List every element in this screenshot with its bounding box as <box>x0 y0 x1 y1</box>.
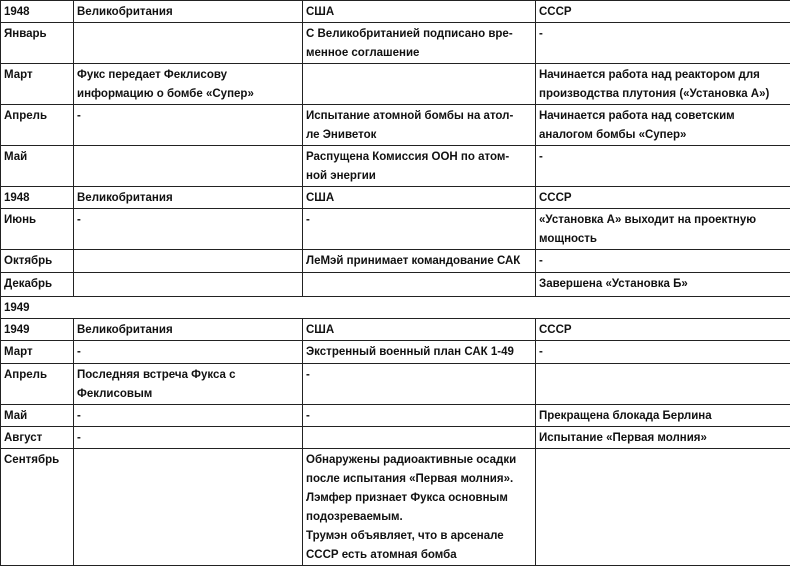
usa-cell <box>303 427 536 449</box>
usa-cell: Испытание атомной бомбы на атол- ле Эниветок <box>303 105 536 146</box>
usa-cell: С Великобританией подписано вре- менное соглашение <box>303 23 536 64</box>
uk-cell <box>74 449 303 566</box>
ussr-cell: Начинается работа над реактором для производства плутония («Установка А») <box>536 64 790 105</box>
ussr-cell: СССР <box>536 187 790 209</box>
usa-cell: - <box>303 209 536 250</box>
month-cell: Май <box>1 405 74 427</box>
uk-cell <box>74 273 303 297</box>
month-cell: Декабрь <box>1 273 74 297</box>
usa-cell <box>303 273 536 297</box>
uk-cell: - <box>74 105 303 146</box>
month-cell: Май <box>1 146 74 187</box>
year-cell: 1949 <box>1 297 790 319</box>
month-cell: Июнь <box>1 209 74 250</box>
month-cell: Март <box>1 64 74 105</box>
uk-cell: - <box>74 209 303 250</box>
month-cell: Апрель <box>1 105 74 146</box>
ussr-cell: Прекращена блокада Берлина <box>536 405 790 427</box>
table-row <box>1 105 790 146</box>
uk-cell <box>74 146 303 187</box>
usa-cell: Обнаружены радиоактивные осадки после испытания «Первая молния». Лэмфер признает Фукса основным подозреваемым. Трумэн объявляет, что в арсенале СССР есть атомная бомба <box>303 449 536 566</box>
ussr-cell: - <box>536 250 790 273</box>
usa-cell: США <box>303 187 536 209</box>
ussr-cell: Завершена «Установка Б» <box>536 273 790 297</box>
month-cell: Январь <box>1 23 74 64</box>
table-row <box>1 273 790 297</box>
ussr-cell: «Установка А» выходит на проектную мощность <box>536 209 790 250</box>
ussr-cell: - <box>536 341 790 364</box>
table-body <box>1 1 790 566</box>
month-cell: 1949 <box>1 319 74 341</box>
year-row <box>1 297 790 319</box>
usa-cell: Распущена Комиссия ООН по атом- ной энергии <box>303 146 536 187</box>
table-row <box>1 427 790 449</box>
uk-cell: Великобритания <box>74 187 303 209</box>
month-cell: Март <box>1 341 74 364</box>
usa-cell <box>303 64 536 105</box>
month-cell: Апрель <box>1 364 74 405</box>
ussr-cell: Испытание «Первая молния» <box>536 427 790 449</box>
usa-cell: - <box>303 364 536 405</box>
month-cell: Октябрь <box>1 250 74 273</box>
uk-cell <box>74 23 303 64</box>
ussr-cell: - <box>536 146 790 187</box>
ussr-cell: СССР <box>536 1 790 23</box>
table-row <box>1 250 790 273</box>
header-row <box>1 187 790 209</box>
usa-cell: ЛеМэй принимает командование САК <box>303 250 536 273</box>
uk-cell: Великобритания <box>74 319 303 341</box>
usa-cell: США <box>303 1 536 23</box>
table-row <box>1 23 790 64</box>
table-row <box>1 341 790 364</box>
uk-cell: Фукс передает Феклисову информацию о бомбе «Супер» <box>74 64 303 105</box>
usa-cell: США <box>303 319 536 341</box>
table-row <box>1 405 790 427</box>
ussr-cell: СССР <box>536 319 790 341</box>
month-cell: Сентябрь <box>1 449 74 566</box>
ussr-cell: - <box>536 23 790 64</box>
header-row <box>1 319 790 341</box>
ussr-cell <box>536 449 790 566</box>
month-cell: 1948 <box>1 187 74 209</box>
table-row <box>1 64 790 105</box>
ussr-cell: Начинается работа над советским аналогом бомбы «Супер» <box>536 105 790 146</box>
uk-cell: - <box>74 341 303 364</box>
ussr-cell <box>536 364 790 405</box>
table-row <box>1 449 790 566</box>
uk-cell: Великобритания <box>74 1 303 23</box>
uk-cell: - <box>74 405 303 427</box>
month-cell: Август <box>1 427 74 449</box>
month-cell: 1948 <box>1 1 74 23</box>
table-row <box>1 364 790 405</box>
header-row <box>1 1 790 23</box>
usa-cell: - <box>303 405 536 427</box>
uk-cell: - <box>74 427 303 449</box>
uk-cell: Последняя встреча Фукса с Феклисовым <box>74 364 303 405</box>
table-row <box>1 146 790 187</box>
usa-cell: Экстренный военный план САК 1-49 <box>303 341 536 364</box>
uk-cell <box>74 250 303 273</box>
table-row <box>1 209 790 250</box>
